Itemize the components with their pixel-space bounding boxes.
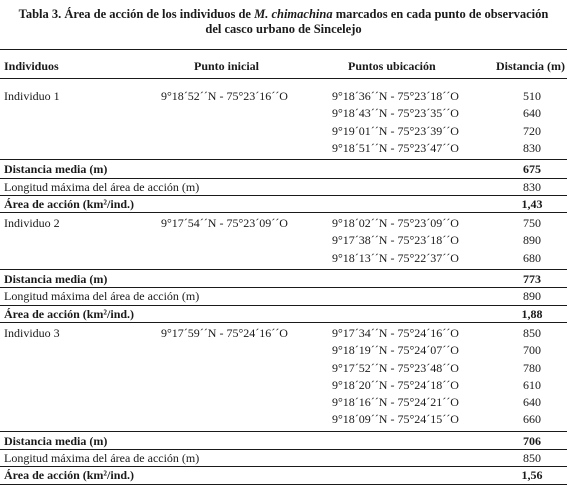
- mean-distance-label: Distancia media (m): [4, 272, 108, 286]
- action-area-value: 1,88: [521, 306, 543, 321]
- distance-value: 640: [523, 395, 541, 410]
- caption-line-2: del casco urbano de Sincelejo: [205, 22, 362, 36]
- location-point: 9°18´36´´N - 75°23´18´´O: [332, 89, 459, 103]
- mean-distance-value: 706: [523, 433, 541, 448]
- location-point: 9°17´38´´N - 75°23´18´´O: [332, 233, 459, 248]
- max-length-value: 850: [523, 451, 541, 465]
- caption-suffix: marcados en cada punto de observación: [332, 7, 549, 21]
- row-rule: [0, 178, 567, 179]
- distance-value: 640: [523, 106, 541, 121]
- location-point: 9°19´01´´N - 75°23´39´´O: [332, 123, 459, 138]
- mean-distance-label: Distancia media (m): [4, 162, 108, 177]
- distance-value: 850: [523, 325, 541, 340]
- header-rule: [0, 78, 567, 79]
- location-point: 9°17´34´´N - 75°24´16´´O: [332, 325, 459, 340]
- row-rule: [0, 466, 567, 467]
- header-individuos: Individuos: [4, 59, 59, 73]
- max-length-label: Longitud máxima del área de acción (m): [4, 289, 200, 304]
- header-punto-inicial: Punto inicial: [194, 59, 260, 73]
- action-area-label: Área de acción (km²/ind.): [4, 196, 135, 211]
- caption-prefix: Tabla 3. Área de acción de los individuos de: [18, 7, 255, 21]
- summary-rule: [0, 159, 567, 160]
- max-length-value: 830: [523, 179, 541, 194]
- distance-value: 780: [523, 360, 541, 375]
- location-point: 9°17´52´´N - 75°23´48´´O: [332, 360, 459, 375]
- initial-point: 9°17´54´´N - 75°23´09´´O: [161, 216, 288, 231]
- distance-value: 720: [523, 123, 541, 138]
- distance-value: 680: [523, 250, 541, 265]
- header-distancia: Distancia (m): [496, 59, 565, 73]
- row-rule: [0, 305, 567, 306]
- section-rule: [0, 212, 567, 213]
- action-area-value: 1,43: [521, 196, 543, 211]
- location-point: 9°18´13´´N - 75°22´37´´O: [332, 250, 459, 265]
- location-point: 9°18´43´´N - 75°23´35´´O: [332, 106, 459, 121]
- row-rule: [0, 195, 567, 196]
- individual-name: Individuo 3: [4, 325, 60, 340]
- summary-rule: [0, 431, 567, 432]
- distance-value: 510: [523, 89, 541, 103]
- distance-value: 890: [523, 233, 541, 248]
- distance-value: 660: [523, 412, 541, 427]
- initial-point: 9°18´52´´N - 75°23´16´´O: [161, 89, 288, 103]
- distance-value: 610: [523, 377, 541, 392]
- mean-distance-value: 773: [523, 272, 541, 286]
- location-point: 9°18´20´´N - 75°24´18´´O: [332, 377, 459, 392]
- location-point: 9°18´02´´N - 75°23´09´´O: [332, 216, 459, 231]
- action-area-value: 1,56: [521, 468, 543, 483]
- mean-distance-label: Distancia media (m): [4, 433, 108, 448]
- location-point: 9°18´16´´N - 75°24´21´´O: [332, 395, 459, 410]
- mean-distance-value: 675: [523, 162, 541, 177]
- max-length-value: 890: [523, 289, 541, 304]
- header-puntos-ubicacion: Puntos ubicación: [348, 59, 436, 73]
- max-length-label: Longitud máxima del área de acción (m): [4, 179, 200, 194]
- initial-point: 9°17´59´´N - 75°24´16´´O: [161, 325, 288, 340]
- distance-value: 830: [523, 140, 541, 155]
- row-rule: [0, 449, 567, 450]
- location-point: 9°18´51´´N - 75°23´47´´O: [332, 140, 459, 155]
- max-length-label: Longitud máxima del área de acción (m): [4, 451, 200, 465]
- section-rule: [0, 322, 567, 323]
- individual-name: Individuo 2: [4, 216, 60, 231]
- caption-species: M. chimachina: [254, 7, 333, 21]
- summary-rule: [0, 269, 567, 270]
- action-area-label: Área de acción (km²/ind.): [4, 306, 135, 321]
- row-rule: [0, 287, 567, 288]
- distance-value: 750: [523, 216, 541, 231]
- location-point: 9°18´19´´N - 75°24´07´´O: [332, 343, 459, 358]
- top-rule: [0, 49, 567, 50]
- caption-line-1: [0, 7, 567, 22]
- action-area-label: Área de acción (km²/ind.): [4, 468, 135, 483]
- location-point: 9°18´09´´N - 75°24´15´´O: [332, 412, 459, 427]
- individual-name: Individuo 1: [4, 89, 60, 103]
- distance-value: 700: [523, 343, 541, 358]
- table-caption: [0, 7, 567, 37]
